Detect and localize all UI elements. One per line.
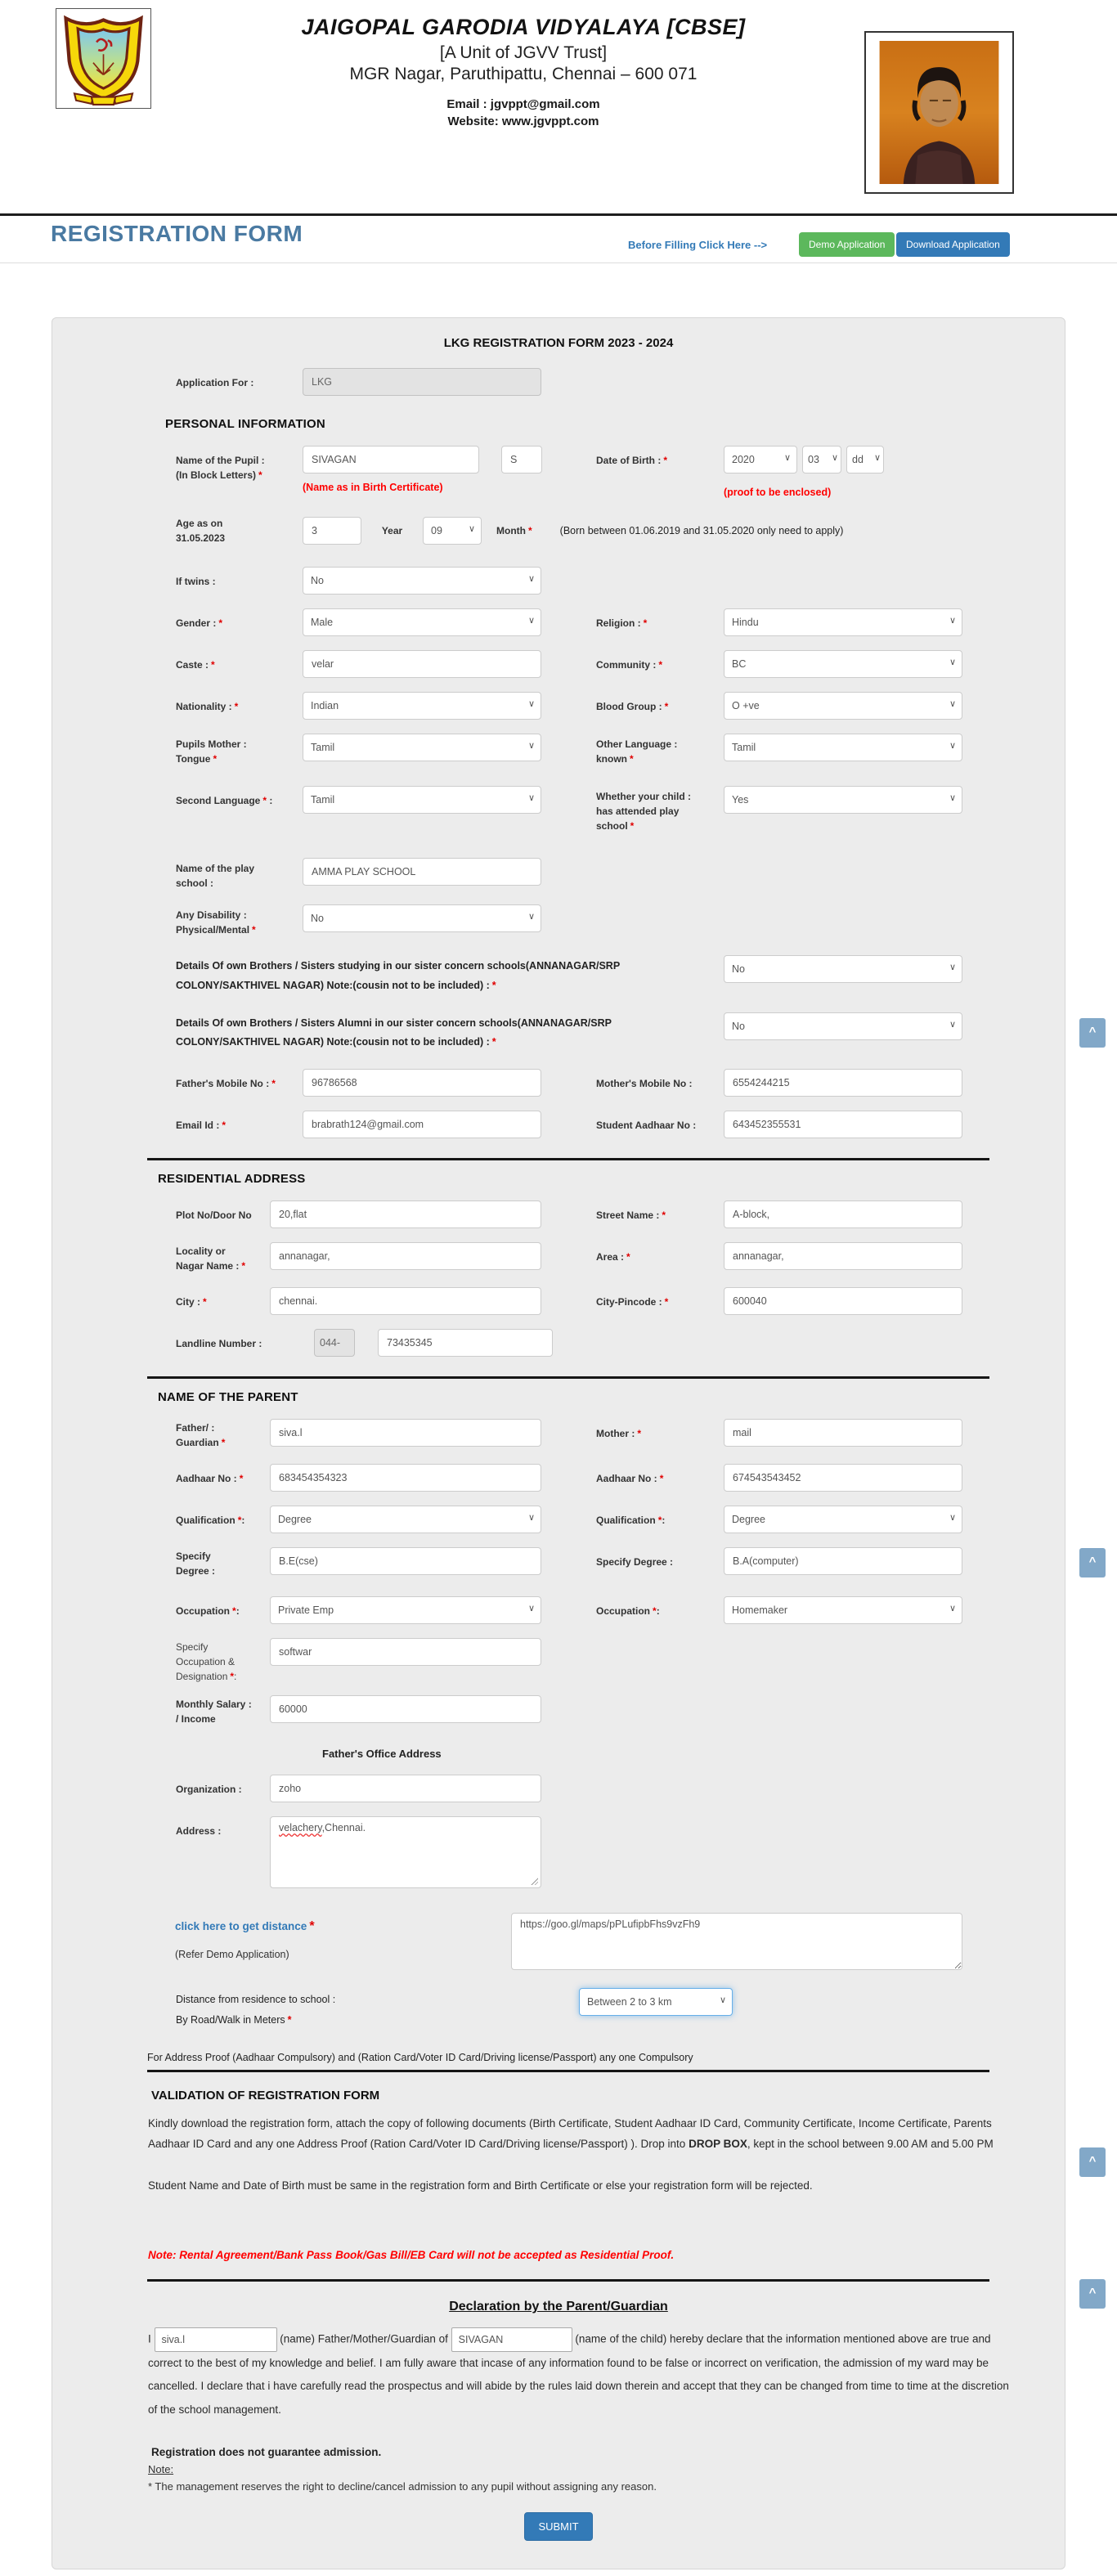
- city-label: City : *: [176, 1296, 207, 1308]
- age-year-input[interactable]: [303, 517, 361, 545]
- school-crest-logo: [56, 8, 151, 109]
- age-month-text: Month *: [496, 525, 532, 536]
- twins-label: If twins :: [176, 576, 216, 587]
- landline-std-input[interactable]: [314, 1329, 355, 1357]
- management-rights-note: * The management reserves the right to decline/cancel admission to any pupil without assigning any reason.: [148, 2480, 657, 2493]
- other-language-select[interactable]: [724, 734, 962, 761]
- play-attended-label: Whether your child : has attended play school *: [596, 791, 692, 832]
- religion-label: Religion : *: [596, 617, 648, 629]
- chevron-down-icon: ∨: [527, 912, 535, 922]
- mother-occupation-label: Occupation *:: [596, 1605, 660, 1617]
- chevron-down-icon: ∨: [949, 1019, 956, 1030]
- declaration-child-name-input[interactable]: [451, 2327, 572, 2352]
- age-month-select[interactable]: [423, 517, 482, 545]
- chevron-down-icon: ∨: [949, 657, 956, 667]
- chevron-down-icon: ∨: [949, 1513, 956, 1523]
- chevron-down-icon: ∨: [949, 793, 956, 803]
- mother-mobile-input[interactable]: [724, 1069, 962, 1097]
- school-website: Website: www.jgvppt.com: [447, 114, 599, 128]
- page-title: REGISTRATION FORM: [51, 221, 303, 246]
- twins-select[interactable]: [303, 567, 541, 595]
- declaration-heading: Declaration by the Parent/Guardian: [449, 2299, 668, 2313]
- organization-label: Organization :: [176, 1784, 242, 1795]
- office-address-label: Address :: [176, 1825, 222, 1837]
- chevron-up-icon: ^: [1088, 1025, 1097, 1039]
- caste-label: Caste : *: [176, 659, 215, 671]
- founder-photo: [864, 31, 1014, 194]
- dob-month-select[interactable]: [802, 446, 841, 473]
- locality-label: Locality or Nagar Name : *: [176, 1245, 246, 1272]
- mother-degree-label: Specify Degree :: [596, 1556, 674, 1568]
- toolbar: [0, 216, 1117, 317]
- religion-select[interactable]: [724, 608, 962, 636]
- dob-day-select[interactable]: [846, 446, 884, 473]
- age-eligibility-note: (Born between 01.06.2019 and 31.05.2020 only need to apply): [559, 525, 844, 536]
- application-for-input[interactable]: [303, 368, 541, 396]
- area-input[interactable]: [724, 1242, 962, 1270]
- mother-name-label: Mother : *: [596, 1428, 641, 1439]
- father-occupation-select[interactable]: [270, 1596, 541, 1624]
- office-address-textarea[interactable]: velachery,Chennai.: [270, 1816, 541, 1888]
- community-select[interactable]: [724, 650, 962, 678]
- demo-application-button[interactable]: Demo Application: [799, 232, 895, 257]
- mother-tongue-select[interactable]: [303, 734, 541, 761]
- chevron-down-icon: ∨: [873, 453, 881, 463]
- mother-name-input[interactable]: [724, 1419, 962, 1447]
- father-occupation-label: Occupation *:: [176, 1605, 240, 1617]
- mother-qualification-label: Qualification *:: [596, 1515, 666, 1526]
- mother-qualification-select[interactable]: [724, 1506, 962, 1533]
- residential-proof-warning: Note: Rental Agreement/Bank Pass Book/Gas Bill/EB Card will not be accepted as Residential Proof.: [148, 2248, 675, 2261]
- disability-select[interactable]: [303, 904, 541, 932]
- section-residential-address: RESIDENTIAL ADDRESS: [158, 1172, 306, 1186]
- pincode-label: City-Pincode : *: [596, 1296, 669, 1308]
- dob-proof-note: (proof to be enclosed): [724, 487, 832, 498]
- validation-paragraph-1: Kindly download the registration form, attach the copy of following documents (Birth Certificate, Student Aadhaar ID Card, Community Certificate, Income Certificate, Parents Aadhaar ID Card and any one Address Proof (Ration Card/Voter ID Card/Driving license/Passport) ). Drop into DROP BOX, kept in the school between 9.00 AM and 5.00 PM: [148, 2117, 994, 2150]
- school-name: JAIGOPAL GARODIA VIDYALAYA [CBSE]: [301, 15, 746, 39]
- required-asterisk: *: [258, 469, 262, 481]
- occupation-detail-input[interactable]: [270, 1638, 541, 1666]
- chevron-down-icon: ∨: [949, 699, 956, 709]
- father-office-address-heading: Father's Office Address: [322, 1748, 442, 1760]
- street-label: Street Name : *: [596, 1209, 666, 1221]
- father-name-input[interactable]: [270, 1419, 541, 1447]
- student-aadhaar-input[interactable]: [724, 1111, 962, 1138]
- chevron-down-icon: ∨: [783, 453, 791, 463]
- section-divider: [147, 1376, 989, 1379]
- other-language-label: Other Language : known *: [596, 738, 678, 765]
- form-title: LKG REGISTRATION FORM 2023 - 2024: [443, 336, 674, 350]
- address-proof-note: For Address Proof (Aadhaar Compulsory) and (Ration Card/Voter ID Card/Driving license/Passport) any one Compulsory: [147, 2052, 693, 2063]
- scroll-top-button[interactable]: [1079, 1018, 1106, 1048]
- father-degree-label: Specify Degree :: [176, 1551, 216, 1577]
- submit-button[interactable]: SUBMIT: [524, 2512, 592, 2541]
- blood-group-select[interactable]: [724, 692, 962, 720]
- scroll-top-button[interactable]: [1079, 2279, 1106, 2309]
- community-label: Community : *: [596, 659, 663, 671]
- chevron-down-icon: ∨: [468, 524, 475, 534]
- nationality-select[interactable]: [303, 692, 541, 720]
- father-aadhaar-input[interactable]: [270, 1464, 541, 1492]
- chevron-down-icon: ∨: [527, 574, 535, 584]
- occupation-detail-label: Specify Occupation & Designation *:: [176, 1641, 237, 1682]
- chevron-down-icon: ∨: [949, 1604, 956, 1613]
- second-language-label: Second Language * :: [176, 795, 273, 806]
- father-aadhaar-label: Aadhaar No : *: [176, 1473, 244, 1484]
- locality-input[interactable]: [270, 1242, 541, 1270]
- siblings-alumni-label: Details Of own Brothers / Sisters Alumni in our sister concern schools(ANNANAGAR/SRP COLONY/SAKTHIVEL NAGAR) Note:(cousin not to be included) : *: [176, 1016, 612, 1048]
- siblings-alumni-select[interactable]: [724, 1012, 962, 1040]
- father-name-label: Father/ : Guardian *: [176, 1422, 226, 1448]
- mother-mobile-label: Mother's Mobile No :: [596, 1078, 693, 1089]
- mother-tongue-label: Pupils Mother : Tongue *: [176, 738, 247, 765]
- dob-label: Date of Birth : *: [596, 455, 668, 466]
- chevron-down-icon: ∨: [949, 741, 956, 751]
- mother-degree-input[interactable]: [724, 1547, 962, 1575]
- school-address: MGR Nagar, Paruthipattu, Chennai – 600 071: [349, 65, 698, 83]
- scroll-top-button[interactable]: [1079, 1548, 1106, 1577]
- father-qualification-select[interactable]: [270, 1506, 541, 1533]
- chevron-down-icon: ∨: [527, 741, 535, 751]
- father-qualification-label: Qualification *:: [176, 1515, 245, 1526]
- caste-input[interactable]: [303, 650, 541, 678]
- section-personal-information: PERSONAL INFORMATION: [165, 417, 325, 431]
- download-application-button[interactable]: Download Application: [896, 232, 1010, 257]
- father-degree-input[interactable]: [270, 1547, 541, 1575]
- chevron-down-icon: ∨: [527, 1604, 535, 1613]
- chevron-down-icon: ∨: [527, 1513, 535, 1523]
- gender-label: Gender : *: [176, 617, 223, 629]
- birth-certificate-note: (Name as in Birth Certificate): [303, 482, 443, 493]
- plot-label: Plot No/Door No: [176, 1209, 252, 1221]
- distance-url-textarea[interactable]: [511, 1913, 962, 1970]
- pupil-name-input[interactable]: [303, 446, 479, 473]
- play-attended-select[interactable]: [724, 786, 962, 814]
- blood-group-label: Blood Group : *: [596, 701, 669, 712]
- plot-input[interactable]: [270, 1200, 541, 1228]
- second-language-select[interactable]: [303, 786, 541, 814]
- email-label: Email Id : *: [176, 1120, 227, 1131]
- landline-number-input[interactable]: [378, 1329, 553, 1357]
- page-header: [0, 0, 1117, 216]
- distance-link-cell: click here to get distance * (Refer Demo Application): [175, 1913, 511, 1960]
- landline-label: Landline Number :: [176, 1338, 262, 1349]
- disability-label: Any Disability : Physical/Mental *: [176, 909, 256, 936]
- section-divider: [147, 2070, 989, 2072]
- distance-label: Distance from residence to school : By Road/Walk in Meters *: [176, 1994, 336, 2026]
- application-for-label: Application For :: [176, 377, 254, 388]
- validation-heading: VALIDATION OF REGISTRATION FORM: [151, 2089, 380, 2103]
- age-label: Age as on 31.05.2023: [176, 518, 226, 544]
- gender-select[interactable]: [303, 608, 541, 636]
- note-label: Note:: [148, 2462, 174, 2475]
- salary-label: Monthly Salary : / Income: [176, 1699, 252, 1725]
- chevron-down-icon: ∨: [949, 963, 956, 972]
- declaration-parent-name-input[interactable]: [155, 2327, 277, 2352]
- play-school-name-input[interactable]: [303, 858, 541, 886]
- play-school-name-label: Name of the play school :: [176, 863, 255, 889]
- city-input[interactable]: [270, 1287, 541, 1315]
- declaration-paragraph: I siva.l (name) Father/Mother/Guardian of SIVAGAN (name of the child) hereby declare that the information mentioned above are true and correct to the best of my knowledge and belief. I am fully aware that incase of any information found to be false or incorrect on verification, the admission of my ward may be cancelled. I declare that i have carefully read the prospectus and will abide by the rules laid down therein and accept that they can be changed from time to time at the discretion of the school management.: [148, 2327, 1012, 2421]
- nationality-label: Nationality : *: [176, 701, 239, 712]
- email-input[interactable]: [303, 1111, 541, 1138]
- siblings-studying-label: Details Of own Brothers / Sisters studying in our sister concern schools(ANNANAGAR/SRP COLONY/SAKTHIVEL NAGAR) Note:(cousin not to be included) : *: [176, 960, 621, 991]
- school-email: Email : jgvppt@gmail.com: [446, 97, 600, 111]
- registration-form: [52, 317, 1065, 2569]
- school-unit: [A Unit of JGVV Trust]: [439, 43, 608, 62]
- organization-input[interactable]: [270, 1775, 541, 1802]
- chevron-down-icon: ∨: [719, 1995, 726, 2005]
- section-divider: [147, 2279, 989, 2282]
- chevron-down-icon: ∨: [527, 699, 535, 709]
- registration-guarantee-note: Registration does not guarantee admission.: [151, 2445, 382, 2458]
- mother-aadhaar-input[interactable]: [724, 1464, 962, 1492]
- father-mobile-label: Father's Mobile No : *: [176, 1078, 276, 1089]
- section-divider: [147, 1158, 989, 1160]
- pupil-initial-input[interactable]: [501, 446, 542, 473]
- salary-input[interactable]: [270, 1695, 541, 1723]
- distance-select[interactable]: [579, 1988, 733, 2016]
- student-aadhaar-label: Student Aadhaar No :: [596, 1120, 697, 1131]
- father-mobile-input[interactable]: [303, 1069, 541, 1097]
- chevron-down-icon: ∨: [831, 453, 838, 463]
- before-filling-note: Before Filling Click Here -->: [628, 239, 768, 251]
- pupil-name-label: Name of the Pupil : (In Block Letters) *: [176, 455, 265, 481]
- section-name-of-parent: NAME OF THE PARENT: [158, 1390, 298, 1404]
- refer-demo-note: (Refer Demo Application): [175, 1949, 289, 1960]
- chevron-down-icon: ∨: [527, 616, 535, 626]
- scroll-top-button[interactable]: [1079, 2147, 1106, 2177]
- chevron-up-icon: ^: [1088, 2154, 1097, 2168]
- crest-icon: [59, 11, 148, 105]
- street-input[interactable]: [724, 1200, 962, 1228]
- chevron-up-icon: ^: [1088, 2286, 1097, 2300]
- chevron-down-icon: ∨: [949, 616, 956, 626]
- get-distance-link[interactable]: click here to get distance: [175, 1920, 307, 1932]
- pincode-input[interactable]: [724, 1287, 962, 1315]
- validation-paragraph-2: Student Name and Date of Birth must be same in the registration form and Birth Certificate or else your registration form will be rejected.: [148, 2179, 813, 2192]
- chevron-down-icon: ∨: [527, 793, 535, 803]
- age-year-text: Year: [381, 525, 403, 536]
- dob-year-select[interactable]: [724, 446, 797, 473]
- mother-occupation-select[interactable]: [724, 1596, 962, 1624]
- siblings-studying-select[interactable]: [724, 955, 962, 983]
- mother-aadhaar-label: Aadhaar No : *: [596, 1473, 664, 1484]
- chevron-up-icon: ^: [1088, 1555, 1097, 1568]
- portrait-image: [877, 41, 1001, 184]
- area-label: Area : *: [596, 1251, 630, 1263]
